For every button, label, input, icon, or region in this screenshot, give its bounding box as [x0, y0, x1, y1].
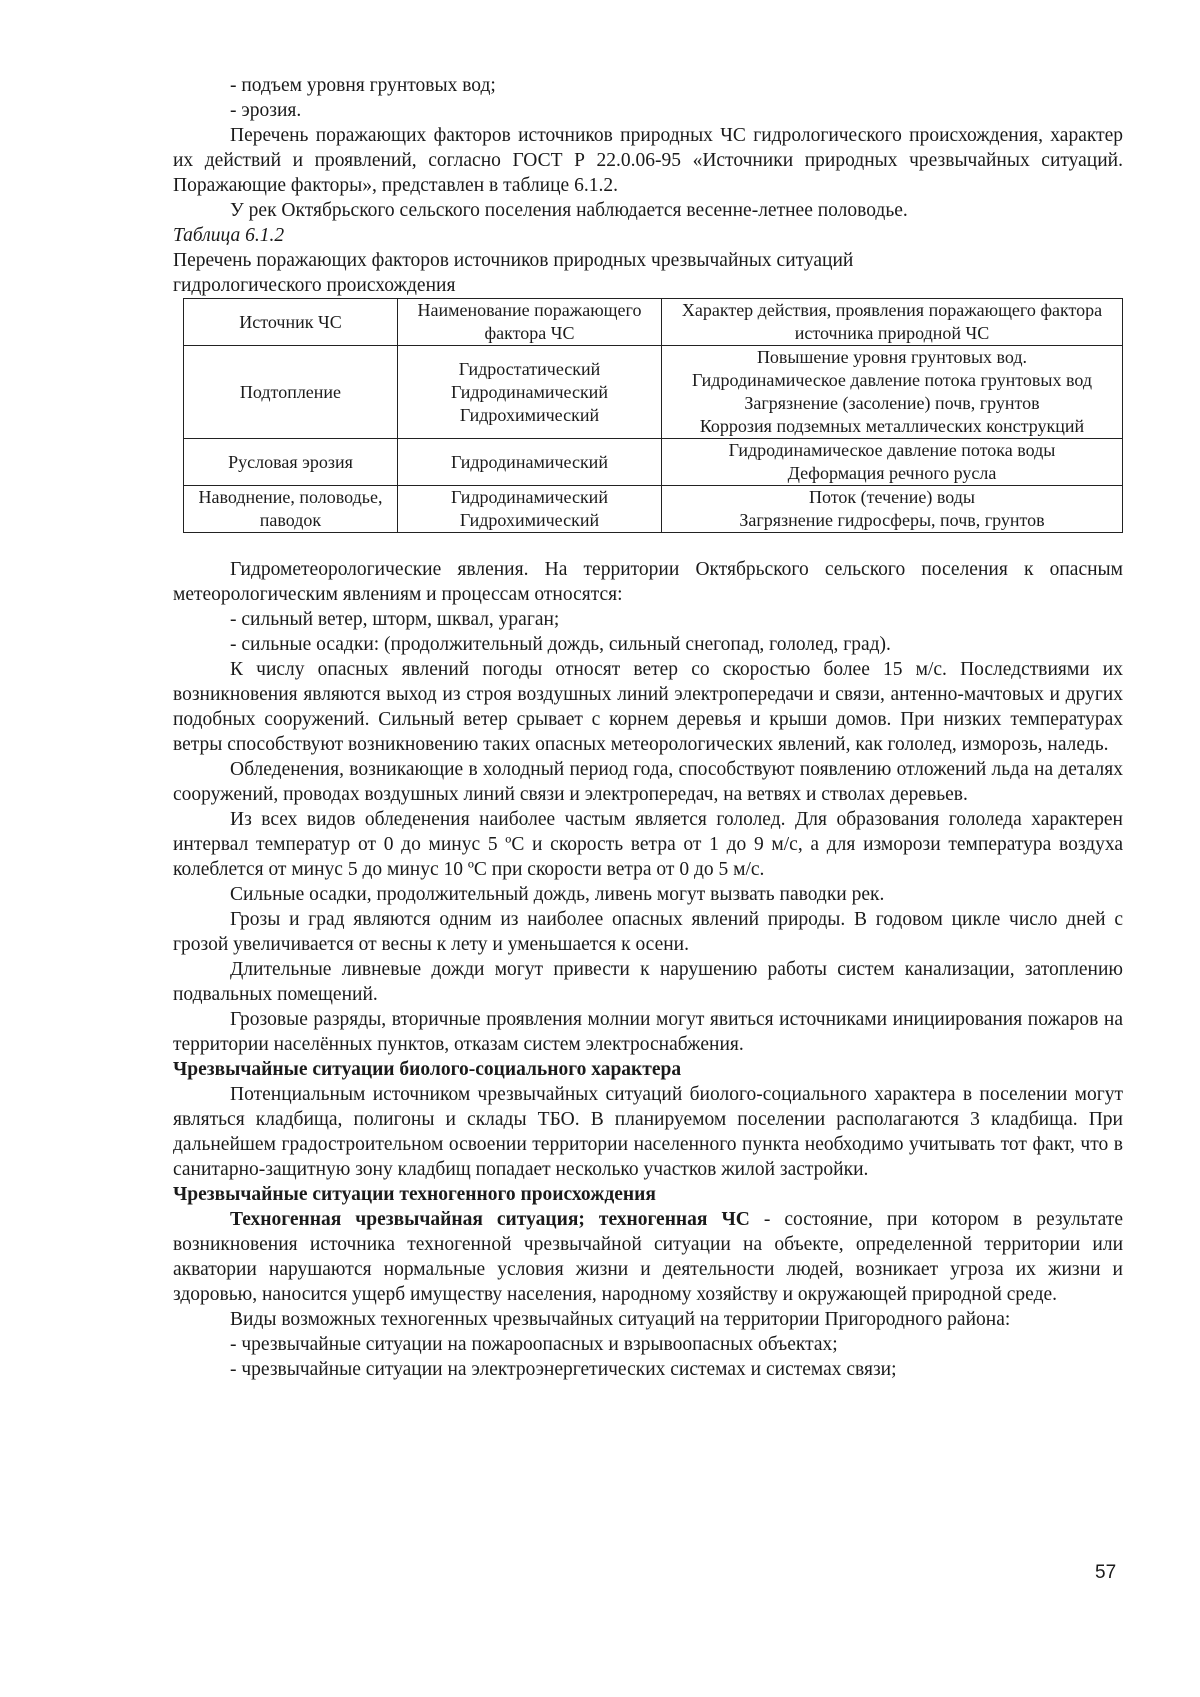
hazard-factors-table [183, 298, 1123, 533]
table-cell-factors [398, 486, 662, 533]
table-header-row [184, 299, 1123, 346]
effect-line: Деформация речного русла [787, 463, 997, 483]
paragraph-types: Виды возможных техногенных чрезвычайных ситуаций на территории Пригородного района: [230, 1309, 1011, 1330]
paragraph-flood: У рек Октябрьского сельского поселения наблюдается весенне-летнее половодье. [230, 200, 908, 221]
factor-line: Гидродинамический [451, 451, 608, 472]
list-item: - подъем уровня грунтовых вод; [230, 75, 496, 96]
paragraph-shower: Длительные ливневые дожди могут привести к нарушению работы систем канализации, затоплению подвальных помещений. [173, 959, 1123, 1005]
paragraph-ice: Обледенения, возникающие в холодный период года, способствуют появлению отложений льда на деталях сооружений, проводах воздушных линий связи и электропередач, на ветвях и стволах деревьев. [173, 759, 1123, 805]
table-row [184, 486, 1123, 533]
paragraph-tech-definition [173, 1207, 1123, 1307]
table-cell-factors [398, 346, 662, 439]
list-item: - чрезвычайные ситуации на пожароопасных и взрывоопасных объектах; [230, 1334, 838, 1355]
table-cell-source: Русловая эрозия [184, 439, 398, 486]
list-item: - эрозия. [230, 100, 302, 121]
effect-line: Загрязнение (засоление) почв, грунтов [744, 393, 1040, 413]
list-item: - сильные осадки: (продолжительный дождь, сильный снегопад, гололед, град). [230, 634, 891, 655]
term: Техногенная чрезвычайная ситуация; техногенная ЧС [230, 1209, 750, 1230]
table-cell-effects [662, 439, 1123, 486]
document-page [173, 73, 1123, 1382]
effect-line: Загрязнение гидросферы, почв, грунтов [739, 510, 1045, 530]
effect-line: Поток (течение) воды [809, 487, 975, 507]
effect-line: Коррозия подземных металлических конструкций [699, 416, 1085, 436]
factor-line: Гидрохимический [459, 510, 600, 530]
table-row [184, 439, 1123, 486]
section-heading: Чрезвычайные ситуации техногенного происхождения [173, 1184, 656, 1205]
factor-line: Гидродинамический [451, 487, 608, 507]
list-item: - чрезвычайные ситуации на электроэнергетических системах и системах связи; [230, 1359, 897, 1380]
effect-line: Повышение уровня грунтовых вод. [756, 347, 1028, 367]
page-number: 57 [1095, 1562, 1117, 1583]
table-title-line: Перечень поражающих факторов источников природных чрезвычайных ситуаций [173, 250, 854, 271]
table-cell-factors [398, 439, 662, 486]
effect-line: Гидродинамическое давление потока воды [728, 440, 1056, 460]
paragraph-intro: Перечень поражающих факторов источников природных ЧС гидрологического происхождения, характер их действий и проявлений, согласно ГОСТ Р 22.0.06-95 «Источники природных чрезвычайных ситуаций. Поражающие факторы», представлен в таблице 6.1.2. [173, 125, 1123, 196]
paragraph-rain: Сильные осадки, продолжительный дождь, ливень могут вызвать паводки рек. [230, 884, 885, 905]
paragraph-glaze: Из всех видов обледенения наиболее частым является гололед. Для образования гололеда характерен интервал температур от 0 до минус 5 ºС и скорость ветра от 1 до 9 м/с, а для изморози температура воздуха колеблется от минус 5 до минус 10 ºС при скорости ветра от 0 до 5 м/с. [173, 809, 1123, 880]
table-cell-effects [662, 346, 1123, 439]
paragraph-wind: К числу опасных явлений погоды относят ветер со скоростью более 15 м/с. Последствиями их возникновения являются выход из строя воздушных линий электропередачи и связи, антенно-мачтовых и других подобных сооружений. Сильный ветер срывает с корнем деревья и крыши домов. При низких температурах ветры способствуют возникновению таких опасных метеорологических явлений, как гололед, изморозь, наледь. [173, 659, 1123, 755]
table-header-cell: Характер действия, проявления поражающего фактора источника природной ЧС [662, 299, 1123, 346]
list-item: - сильный ветер, шторм, шквал, ураган; [230, 609, 560, 630]
factor-line: Гидрохимический [459, 404, 600, 425]
paragraph-bio: Потенциальным источником чрезвычайных ситуаций биолого-социального характера в поселении могут являться кладбища, полигоны и склады ТБО. В планируемом поселении располагаются 3 кладбища. При дальнейшем градостроительном освоении территории населенного пункта необходимо учитывать тот факт, что в санитарно-защитную зону кладбищ попадает несколько участков жилой застройки. [173, 1084, 1123, 1180]
table-cell-effects [662, 486, 1123, 533]
factor-line: Гидростатический [458, 358, 601, 379]
section-heading: Чрезвычайные ситуации биолого-социального характера [173, 1059, 682, 1080]
paragraph-storm: Грозы и град являются одним из наиболее опасных явлений природы. В годовом цикле число дней с грозой увеличивается от весны к лету и уменьшается к осени. [173, 909, 1123, 955]
table-header-cell: Наименование поражающего фактора ЧС [398, 299, 662, 346]
table-header-cell: Источник ЧС [184, 299, 398, 346]
table-title-line: гидрологического происхождения [173, 275, 456, 296]
table-label: Таблица 6.1.2 [173, 225, 285, 246]
paragraph-lightning: Грозовые разряды, вторичные проявления молнии могут явиться источниками инициирования пожаров на территории населённых пунктов, отказам систем электроснабжения. [173, 1009, 1123, 1055]
factor-line: Гидродинамический [451, 381, 608, 402]
effect-line: Гидродинамическое давление потока грунтовых вод [691, 370, 1093, 390]
definition: - состояние, при котором в результате возникновения источника техногенной чрезвычайной ситуации на объекте, определенной территории или акватории нарушаются нормальные условия жизни и деятельности людей, возникает угроза их жизни и здоровью, наносится ущерб имуществу населения, народному хозяйству и окружающей природной среде. [173, 1209, 1123, 1305]
spacer [173, 533, 1123, 557]
table-cell-source: Подтопление [184, 346, 398, 439]
table-cell-source: Наводнение, половодье, паводок [184, 486, 398, 533]
table-row [184, 346, 1123, 439]
paragraph-meteo: Гидрометеорологические явления. На территории Октябрьского сельского поселения к опасным метеорологическим явлениям и процессам относятся: [173, 559, 1123, 605]
